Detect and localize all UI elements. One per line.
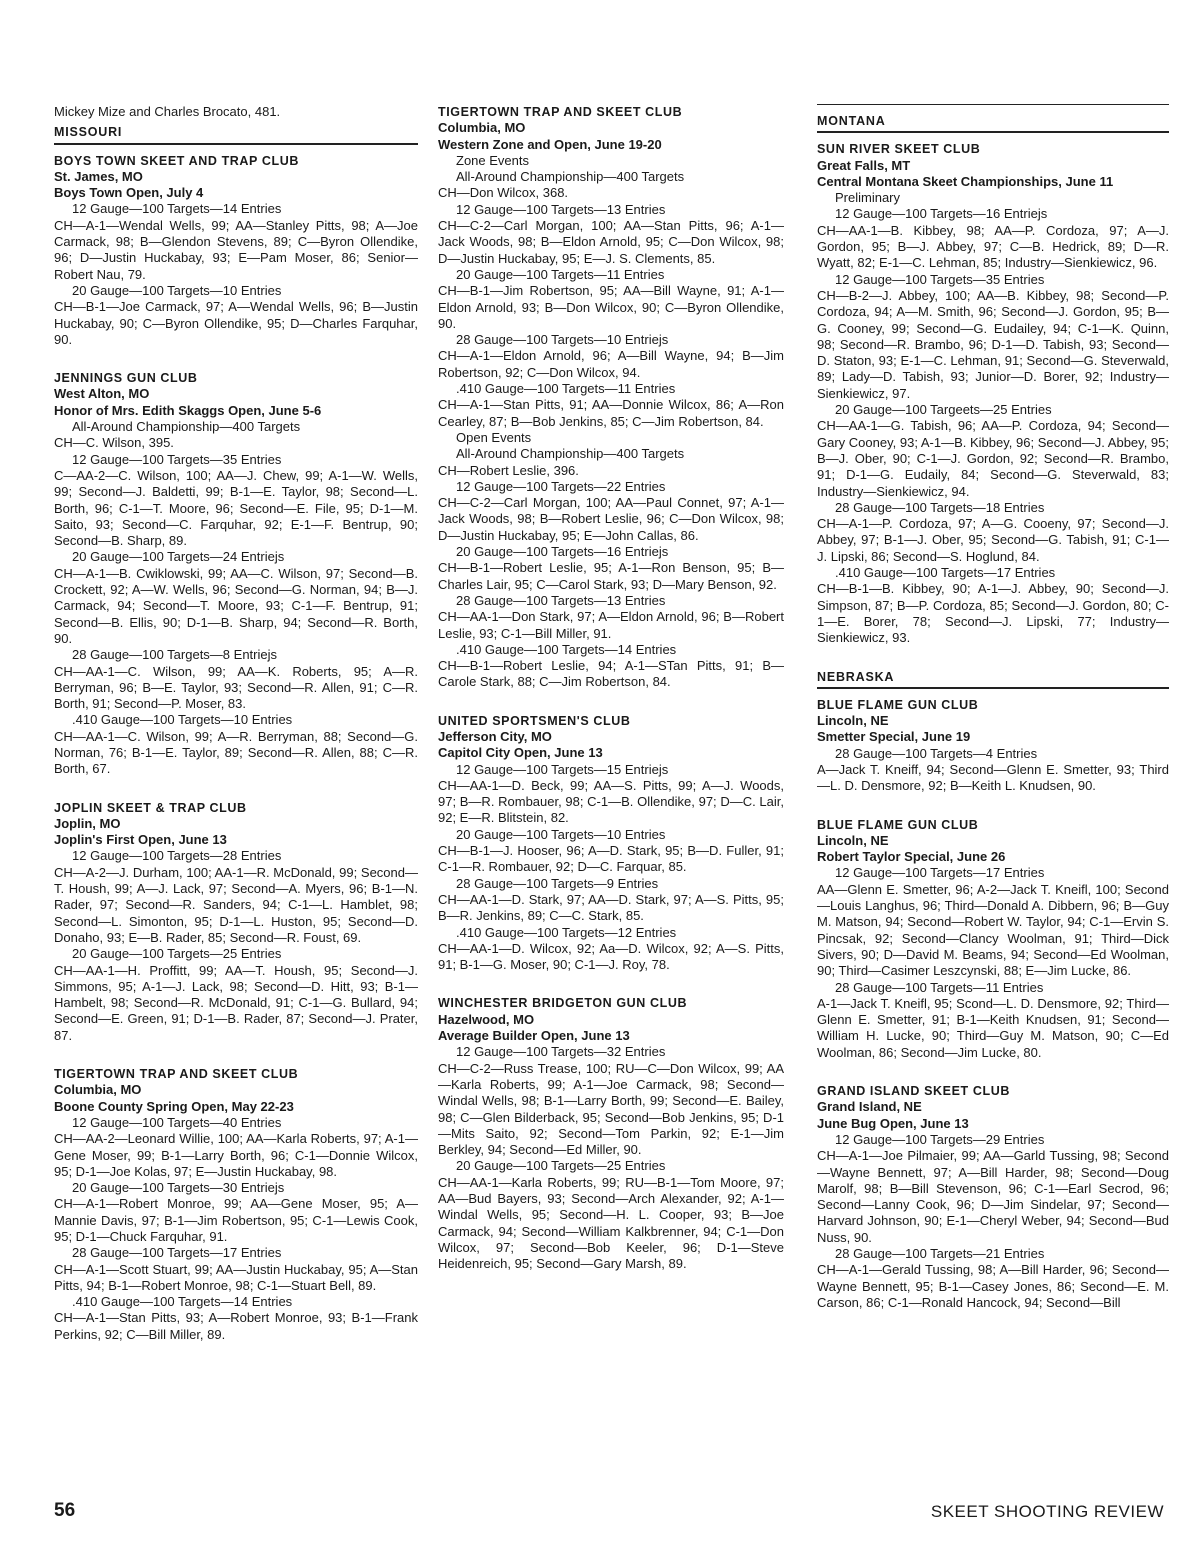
sections <box>54 153 418 1343</box>
result-text: CH—B-1—B. Kibbey, 90; A-1—J. Abbey, 90; Second—J. Simpson, 87; B—P. Cordoza, 85; Second—J. Gordon, 80; C-1—E. Borer, 78; Second—J. Lipski, 77; Industry—Sienkiewicz, 93. <box>817 581 1169 646</box>
club-name: UNITED SPORTSMEN'S CLUB <box>438 713 631 728</box>
result-text: CH—B-1—Robert Leslie, 94; A-1—STan Pitts, 91; B—Carole Stark, 88; C—Jim Robertson, 84. <box>438 658 784 690</box>
club-section <box>54 370 418 777</box>
event-title: June Bug Open, June 13 <box>817 1115 969 1131</box>
result-heading: 12 Gauge—100 Targets—32 Entries <box>456 1044 666 1060</box>
club-name: BLUE FLAME GUN CLUB <box>817 817 979 832</box>
event-title: Western Zone and Open, June 19-20 <box>438 136 662 152</box>
result-text: CH—B-1—Jim Robertson, 95; AA—Bill Wayne, 91; A-1—Eldon Arnold, 93; B—Don Wilcox, 90; C—Byron Ollendike, 90. <box>438 283 784 331</box>
result-heading: 28 Gauge—100 Targets—21 Entries <box>835 1246 1045 1261</box>
result-heading: 20 Gauge—100 Targets—25 Entries <box>72 946 282 962</box>
result-heading: .410 Gauge—100 Targets—14 Entries <box>456 641 677 657</box>
result-text: CH—A-1—Scott Stuart, 99; AA—Justin Huckabay, 95; A—Stan Pitts, 94; B-1—Robert Monroe, 98; C-1—Stuart Bell, 89. <box>54 1261 418 1293</box>
result-heading: 28 Gauge—100 Targets—13 Entries <box>456 592 666 608</box>
club-name: JENNINGS GUN CLUB <box>54 371 198 386</box>
event-title: Central Montana Skeet Championships, June 11 <box>817 173 1114 189</box>
result-text: CH—C-2—Carl Morgan, 100; AA—Stan Pitts, 96; A-1—Jack Woods, 98; B—Eldon Arnold, 95; C—Don Wilcox, 98; D—Justin Huckabay, 95; E—J. S. Clements, 85. <box>438 218 784 266</box>
club-location: Grand Island, NE <box>817 1099 922 1115</box>
club-name: BLUE FLAME GUN CLUB <box>817 697 979 712</box>
club-location: Joplin, MO <box>54 815 121 831</box>
result-heading: 28 Gauge—100 Targets—9 Entries <box>456 875 659 891</box>
top-rule <box>817 104 1169 105</box>
result-text: CH—AA-2—Leonard Willie, 100; AA—Karla Roberts, 97; A-1—Gene Moser, 99; B-1—Larry Borth, 96; C-1—Donnie Wilcox, 95; D-1—Joe Kolas, 97; E—Justin Huckabay, 98. <box>54 1131 418 1179</box>
result-heading: .410 Gauge—100 Targets—10 Entries <box>72 712 293 728</box>
club-section <box>54 153 418 349</box>
result-text: CH—AA-1—D. Wilcox, 92; Aa—D. Wilcox, 92; A—S. Pitts, 91; B-1—G. Moser, 90; C-1—J. Roy, 78. <box>438 940 784 973</box>
event-title: Capitol City Open, June 13 <box>438 745 603 761</box>
club-name: BOYS TOWN SKEET AND TRAP CLUB <box>54 153 299 168</box>
result-heading: 12 Gauge—100 Targets—22 Entries <box>456 478 666 494</box>
sections <box>817 141 1169 1311</box>
result-heading: 20 Gauge—100 Targets—10 Entries <box>456 826 666 842</box>
result-text: CH—AA-1—G. Tabish, 96; AA—P. Cordoza, 94; Second—Gary Cooney, 93; A-1—B. Kibbey, 96; Second—J. Abbey, 95; B—J. Ober, 90; C-1—J. Gordon, 92; Second—R. Brambo, 91; D-1—G. Eudaily, 84; Second—G. Steverwald, 83; Industry—Sienkiewicz, 94. <box>817 418 1169 499</box>
result-heading: All-Around Championship—400 Targets <box>456 446 685 462</box>
result-text: CH—AA-1—D. Beck, 99; AA—S. Pitts, 99; A—J. Woods, 97; B—R. Rombauer, 98; C-1—B. Ollendike, 97; D—C. Lair, 92; E—R. Blitstein, 82. <box>438 777 784 826</box>
result-text: CH—AA-1—Karla Roberts, 99; RU—B-1—Tom Moore, 97; AA—Bud Bayers, 93; Second—Arch Alexander, 92; A-1—Windal Wells, 95; Second—H. L. Cooper, 93; B—Joe Carmack, 94; Second—William Kalkbrenner, 94; C-1—Don Wilcox, 97; Second—Bob Keeler, 96; D-1—Steve Heidenreich, 95; Second—Gary Marsh, 89. <box>438 1174 784 1272</box>
club-name: TIGERTOWN TRAP AND SKEET CLUB <box>438 105 683 119</box>
result-text: CH—A-1—Gerald Tussing, 98; A—Bill Harder, 96; Second—Wayne Bennett, 95; B-1—Casey Jones, 86; Second—E. M. Carson, 86; C-1—Ronald Hancock, 94; Second—Bill <box>817 1262 1169 1310</box>
result-heading: 20 Gauge—100 Targets—25 Entries <box>456 1158 666 1174</box>
result-heading: 28 Gauge—100 Targets—8 Entriejs <box>72 647 277 663</box>
club-name: JOPLIN SKEET & TRAP CLUB <box>54 800 247 815</box>
result-heading: 20 Gauge—100 Targets—10 Entries <box>72 282 282 298</box>
club-location: Columbia, MO <box>438 120 526 136</box>
result-heading: 20 Gauge—100 Targets—16 Entriejs <box>456 544 669 560</box>
club-location: Lincoln, NE <box>817 713 889 729</box>
event-title: Boys Town Open, July 4 <box>54 185 204 201</box>
page-number: 56 <box>54 1500 76 1521</box>
result-heading: 12 Gauge—100 Targets—16 Entriejs <box>835 206 1048 222</box>
column-3 <box>817 104 1169 1333</box>
region-header: NEBRASKA <box>817 669 1169 689</box>
result-text: CH—Robert Leslie, 396. <box>438 462 579 478</box>
result-text: CH—C. Wilson, 395. <box>54 435 174 451</box>
club-section <box>438 713 784 974</box>
club-section <box>54 800 418 1044</box>
region-header: MISSOURI <box>54 124 418 144</box>
result-text: A—Jack T. Kneiff, 94; Second—Glenn E. Smetter, 93; Third—L. D. Densmore, 92; B—Keith L. Knudsen, 90. <box>817 761 1169 794</box>
result-heading: All-Around Championship—400 Targets <box>456 169 685 185</box>
result-heading: Zone Events <box>456 152 529 168</box>
result-heading: 12 Gauge—100 Targets—28 Entries <box>72 848 282 864</box>
club-section <box>817 1083 1169 1311</box>
column-2 <box>438 104 784 1294</box>
result-text: CH—AA-1—Don Stark, 97; A—Eldon Arnold, 96; B—Robert Leslie, 93; C-1—Bill Miller, 91. <box>438 609 784 641</box>
result-heading: 28 Gauge—100 Targets—11 Entries <box>835 979 1044 995</box>
event-title: Robert Taylor Special, June 26 <box>817 849 1006 865</box>
club-location: Columbia, MO <box>54 1082 142 1098</box>
club-section <box>817 817 1169 1061</box>
club-section <box>817 141 1169 646</box>
result-heading: 28 Gauge—100 Targets—4 Entries <box>835 745 1038 761</box>
result-heading: 12 Gauge—100 Targets—17 Entries <box>835 865 1045 881</box>
result-heading: 12 Gauge—100 Targets—14 Entries <box>72 201 282 217</box>
result-text: CH—C-2—Russ Trease, 100; RU—C—Don Wilcox, 99; AA—Karla Roberts, 99; A-1—Joe Carmack, 98; Second—Windal Wells, 98; B-1—Larry Borth, 99; Second—E. Bailey, 98; C—Glen Bilderback, 95; Second—Bob Jenkins, 95; D-1—Mits Saito, 92; Second—Tom Parkin, 92; E-1—Jim Berkley, 94; Second—Ed Miller, 90. <box>438 1060 784 1158</box>
result-text: CH—A-1—Robert Monroe, 99; AA—Gene Moser, 95; A—Mannie Davis, 97; B-1—Jim Robertson, 95; C-1—Lewis Cook, 95; D-1—Chuck Farquhar, 91. <box>54 1196 418 1244</box>
result-text: CH—A-1—Joe Pilmaier, 99; AA—Garld Tussing, 98; Second—Wayne Bennett, 97; A—Bill Harder, 98; Second—Doug Marolf, 98; B—Bill Stevenson, 96; C-1—Earl Secrod, 96; Second—Lanny Cook, 96; D—Jim Sindelar, 97; Second—Harvard Johnson, 90; E-1—Cheryl Weber, 94; Second—Bud Nuss, 90. <box>817 1148 1169 1245</box>
region-header: MONTANA <box>817 113 1169 133</box>
result-text: CH—AA-1—D. Stark, 97; AA—D. Stark, 97; A—S. Pitts, 95; B—R. Jenkins, 89; C—C. Stark, 85. <box>438 891 784 924</box>
club-location: Lincoln, NE <box>817 832 889 848</box>
result-text: CH—A-1—Eldon Arnold, 96; A—Bill Wayne, 94; B—Jim Robertson, 92; C—Don Wilcox, 94. <box>438 348 784 380</box>
event-title: Honor of Mrs. Edith Skaggs Open, June 5-6 <box>54 402 322 418</box>
result-text: CH—A-1—P. Cordoza, 97; A—G. Cooeny, 97; Second—J. Abbey, 97; B-1—J. Ober, 95; Second—G. Tabish, 91; C-1—J. Lipski, 86; Second—S. Hoglund, 84. <box>817 516 1169 564</box>
result-heading: .410 Gauge—100 Targets—14 Entries <box>72 1294 293 1310</box>
result-heading: 28 Gauge—100 Targets—17 Entries <box>72 1245 282 1261</box>
lead-text: Mickey Mize and Charles Brocato, 481. <box>54 104 281 119</box>
club-location: Jefferson City, MO <box>438 728 552 744</box>
result-heading: 20 Gauge—100 Targets—11 Entries <box>456 266 665 282</box>
result-text: C—AA-2—C. Wilson, 100; AA—J. Chew, 99; A-1—W. Wells, 99; Second—J. Baldetti, 99; B-1—E. Taylor, 98; Second—L. Borth, 96; C-1—T. Moore, 96; Second—E. File, 95; D-1—M. Saito, 93; Second—C. Farquhar, 92; E-1—F. Bentrup, 90; Second—B. Sharp, 89. <box>54 467 418 549</box>
event-title: Joplin's First Open, June 13 <box>54 832 227 848</box>
result-heading: 28 Gauge—100 Targets—18 Entries <box>835 499 1045 515</box>
result-text: CH—A-1—Stan Pitts, 91; AA—Donnie Wilcox, 86; A—Ron Cearley, 87; B—Bob Jenkins, 85; C—Jim Robertson, 84. <box>438 397 784 429</box>
result-heading: 12 Gauge—100 Targets—35 Entries <box>72 451 282 467</box>
club-name: GRAND ISLAND SKEET CLUB <box>817 1084 1010 1099</box>
club-name: SUN RIVER SKEET CLUB <box>817 142 981 157</box>
result-text: CH—AA-1—C. Wilson, 99; AA—K. Roberts, 95; A—R. Berryman, 96; B—E. Taylor, 93; Second—R. Allen, 91; C—R. Borth, 91; Second—P. Moser, 83. <box>54 663 418 712</box>
sections <box>438 104 784 1272</box>
club-section <box>438 995 784 1272</box>
result-heading: 12 Gauge—100 Targets—15 Entriejs <box>456 761 669 777</box>
result-heading: 12 Gauge—100 Targets—13 Entries <box>456 201 666 217</box>
column-1 <box>54 104 418 1365</box>
club-location: St. James, MO <box>54 168 143 184</box>
club-section <box>54 1066 418 1343</box>
result-heading: .410 Gauge—100 Targets—11 Entries <box>456 381 676 397</box>
result-heading: 12 Gauge—100 Targets—29 Entries <box>835 1131 1045 1147</box>
result-heading: .410 Gauge—100 Targets—17 Entries <box>835 565 1056 581</box>
result-heading: All-Around Championship—400 Targets <box>72 419 301 435</box>
result-text: A-1—Jack T. Kneifl, 95; Scond—L. D. Densmore, 92; Third—Glenn E. Smetter, 91; B-1—Keith Knudsen, 91; Second—William H. Lucke, 90; Third—Guy M. Matson, 90; C—Ed Woolman, 86; Second—Jim Lucke, 80. <box>817 995 1169 1060</box>
result-heading: 28 Gauge—100 Targets—10 Entriejs <box>456 332 669 348</box>
result-heading: 20 Gauge—100 Targeets—25 Entries <box>835 402 1052 418</box>
club-location: Great Falls, MT <box>817 157 911 173</box>
event-title: Smetter Special, June 19 <box>817 729 971 745</box>
result-text: CH—Don Wilcox, 368. <box>438 185 569 201</box>
result-heading: 20 Gauge—100 Targets—24 Entriejs <box>72 549 285 565</box>
club-location: West Alton, MO <box>54 386 150 402</box>
club-section <box>438 104 784 691</box>
result-heading: 12 Gauge—100 Targets—35 Entries <box>835 271 1045 287</box>
result-text: CH—A-1—Stan Pitts, 93; A—Robert Monroe, 93; B-1—Frank Perkins, 92; C—Bill Miller, 89. <box>54 1310 418 1342</box>
result-text: CH—B-1—J. Hooser, 96; A—D. Stark, 95; B—D. Fuller, 91; C-1—R. Rombauer, 92; D—C. Farquar, 85. <box>438 843 784 875</box>
event-title: Boone County Spring Open, May 22-23 <box>54 1098 294 1114</box>
result-text: CH—A-2—J. Durham, 100; AA-1—R. McDonald, 99; Second—T. Housh, 99; A—J. Lack, 97; Second—A. Myers, 96; B-1—N. Rader, 97; Second—R. Sanders, 94; C-1—L. Hamblet, 98; Second—L. Simonton, 95; D-1—L. Huston, 95; Second—D. Donaho, 93; E—B. Rader, 85; Second—R. Foust, 69. <box>54 864 418 945</box>
result-text: CH—A-1—Wendal Wells, 99; AA—Stanley Pitts, 98; A—Joe Carmack, 98; B—Glendon Stevens, 89; C—Byron Ollendike, 96; D—Justin Huckabay, 93; E—Pam Moser, 86; Senior—Robert Nau, 79. <box>54 217 418 282</box>
club-section <box>817 697 1169 795</box>
club-name: WINCHESTER BRIDGETON GUN CLUB <box>438 996 688 1011</box>
club-location: Hazelwood, MO <box>438 1011 535 1027</box>
result-text: CH—AA-1—C. Wilson, 99; A—R. Berryman, 88; Second—G. Norman, 76; B-1—E. Taylor, 89; Second—R. Allen, 88; C—R. Borth, 67. <box>54 728 418 777</box>
result-text: CH—B-2—J. Abbey, 100; AA—B. Kibbey, 98; Second—P. Cordoza, 94; A—M. Smith, 96; Second—J. Gordon, 95; B—G. Cooney, 99; Second—G. Eudailey, 94; C-1—K. Quinn, 98; Second—R. Brambo, 96; D-1—D. Tabish, 93; Second—D. Staton, 93; E-1—C. Lehman, 91; Second—G. Steverwald, 89; Lady—D. Tabish, 93; Junior—D. Borer, 92; Industry—Sienkiewicz, 97. <box>817 287 1169 401</box>
result-text: CH—B-1—Robert Leslie, 95; A-1—Ron Benson, 95; B—Charles Lair, 95; C—Carol Stark, 93; D—Mary Benson, 92. <box>438 560 784 592</box>
result-heading: 12 Gauge—100 Targets—40 Entries <box>72 1114 282 1130</box>
result-heading: Open Events <box>456 429 532 445</box>
result-text: CH—B-1—Joe Carmack, 97; A—Wendal Wells, 96; B—Justin Huckabay, 90; C—Byron Ollendike, 95; D—Charles Farquhar, 90. <box>54 299 418 347</box>
result-text: CH—C-2—Carl Morgan, 100; AA—Paul Connet, 97; A-1—Jack Woods, 98; B—Robert Leslie, 96; C—Don Wilcox, 98; D—Justin Huckabay, 95; E—John Callas, 86. <box>438 495 784 543</box>
event-title: Average Builder Open, June 13 <box>438 1028 630 1044</box>
result-heading: 20 Gauge—100 Targets—30 Entriejs <box>72 1180 285 1196</box>
result-text: AA—Glenn E. Smetter, 96; A-2—Jack T. Kneifl, 100; Second—Louis Langhus, 96; Third—Donald A. Dibbern, 96; B—Guy M. Matson, 94; Second—Robert W. Taylor, 94; C-1—Ervin S. Pincsak, 92; Second—Clancy Woolman, 91; Third—Dick Sivers, 90; D—David M. Beams, 94; Second—Ed Woolman, 90; Third—Casimer Leszcynski, 88; E—Jim Lucke, 86. <box>817 881 1169 979</box>
result-text: CH—AA-1—H. Proffitt, 99; AA—T. Housh, 95; Second—J. Simmons, 95; A-1—J. Lack, 98; Second—D. Hitt, 93; B-1—Hambelt, 98; Second—R. McDonald, 91; C-1—G. Bullard, 94; Second—E. Green, 91; D-1—B. Rader, 87; Second—J. Prater, 87. <box>54 962 418 1043</box>
result-text: CH—A-1—B. Cwiklowski, 99; AA—C. Wilson, 97; Second—B. Crockett, 92; A—W. Wells, 96; Second—G. Norman, 94; B—J. Carmack, 94; Second—T. Moore, 93; C-1—F. Bentrup, 91; Second—B. Ellis, 90; D-1—B. Sharp, 94; Second—R. Borth, 90. <box>54 565 418 646</box>
magazine-title: SKEET SHOOTING REVIEW <box>930 1502 1164 1521</box>
result-heading: Preliminary <box>835 190 901 206</box>
club-name: TIGERTOWN TRAP AND SKEET CLUB <box>54 1067 299 1082</box>
result-heading: .410 Gauge—100 Targets—12 Entries <box>456 924 677 940</box>
result-text: CH—AA-1—B. Kibbey, 98; AA—P. Cordoza, 97; A—J. Gordon, 95; B—J. Abbey, 97; C—B. Hedrick, 89; D—R. Wyatt, 82; E-1—C. Lehman, 85; Industry—Sienkiewicz, 96. <box>817 222 1169 271</box>
